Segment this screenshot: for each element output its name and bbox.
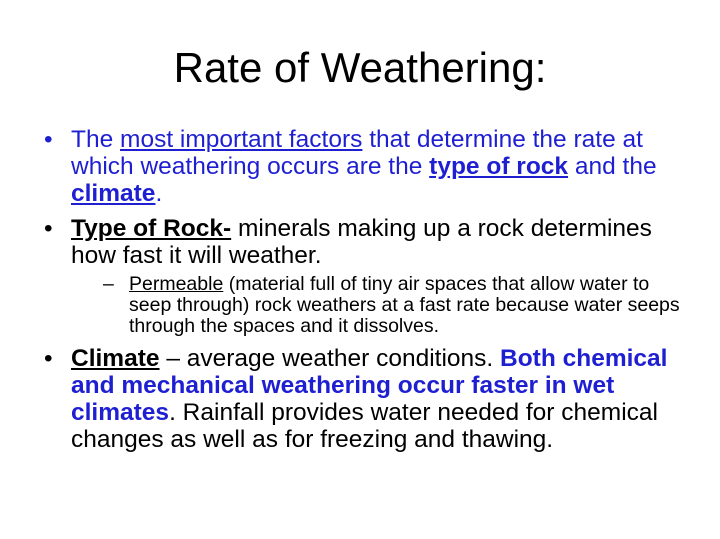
sub-bullet-list <box>71 274 684 337</box>
bullet-text: that determine the rate at which weathering occurs are the <box>71 126 643 180</box>
bullet-list <box>44 126 684 461</box>
bullet-text: The <box>71 126 121 153</box>
term-type-of-rock: Type of Rock- <box>71 215 232 242</box>
term-climate: Climate <box>71 345 160 372</box>
key-term-type-of-rock: type of rock <box>429 153 569 180</box>
bullet-type-of-rock <box>44 215 684 337</box>
bullet-marker: • <box>44 215 53 242</box>
sub-bullet-text: (material full of tiny air spaces that allow water to seep through) rock weathers at a fast rate because water seeps through the spaces and it dissolves. <box>129 273 680 337</box>
key-term-climate: climate <box>71 180 156 207</box>
bullet-marker: • <box>44 126 53 153</box>
term-permeable: Permeable <box>129 273 224 295</box>
bullet-text: . Rainfall provides water needed for chemical changes as well as for freezing and thawing. <box>71 399 658 453</box>
bullet-text: . <box>155 180 163 207</box>
underlined-phrase: most important factors <box>120 126 363 153</box>
bullet-marker: • <box>44 345 53 372</box>
bullet-text: and the <box>568 153 657 180</box>
sub-bullet-permeable <box>103 274 684 337</box>
highlight-wet-climates: Both chemical and mechanical weathering occur faster in wet climates <box>71 345 668 426</box>
bullet-text: – average weather conditions. <box>159 345 501 372</box>
bullet-text: minerals making up a rock determines how fast it will weather. <box>71 215 652 269</box>
bullet-factors <box>44 126 684 207</box>
dash-marker: – <box>103 273 114 295</box>
slide-title: Rate of Weathering: <box>173 44 547 91</box>
bullet-climate <box>44 345 684 453</box>
